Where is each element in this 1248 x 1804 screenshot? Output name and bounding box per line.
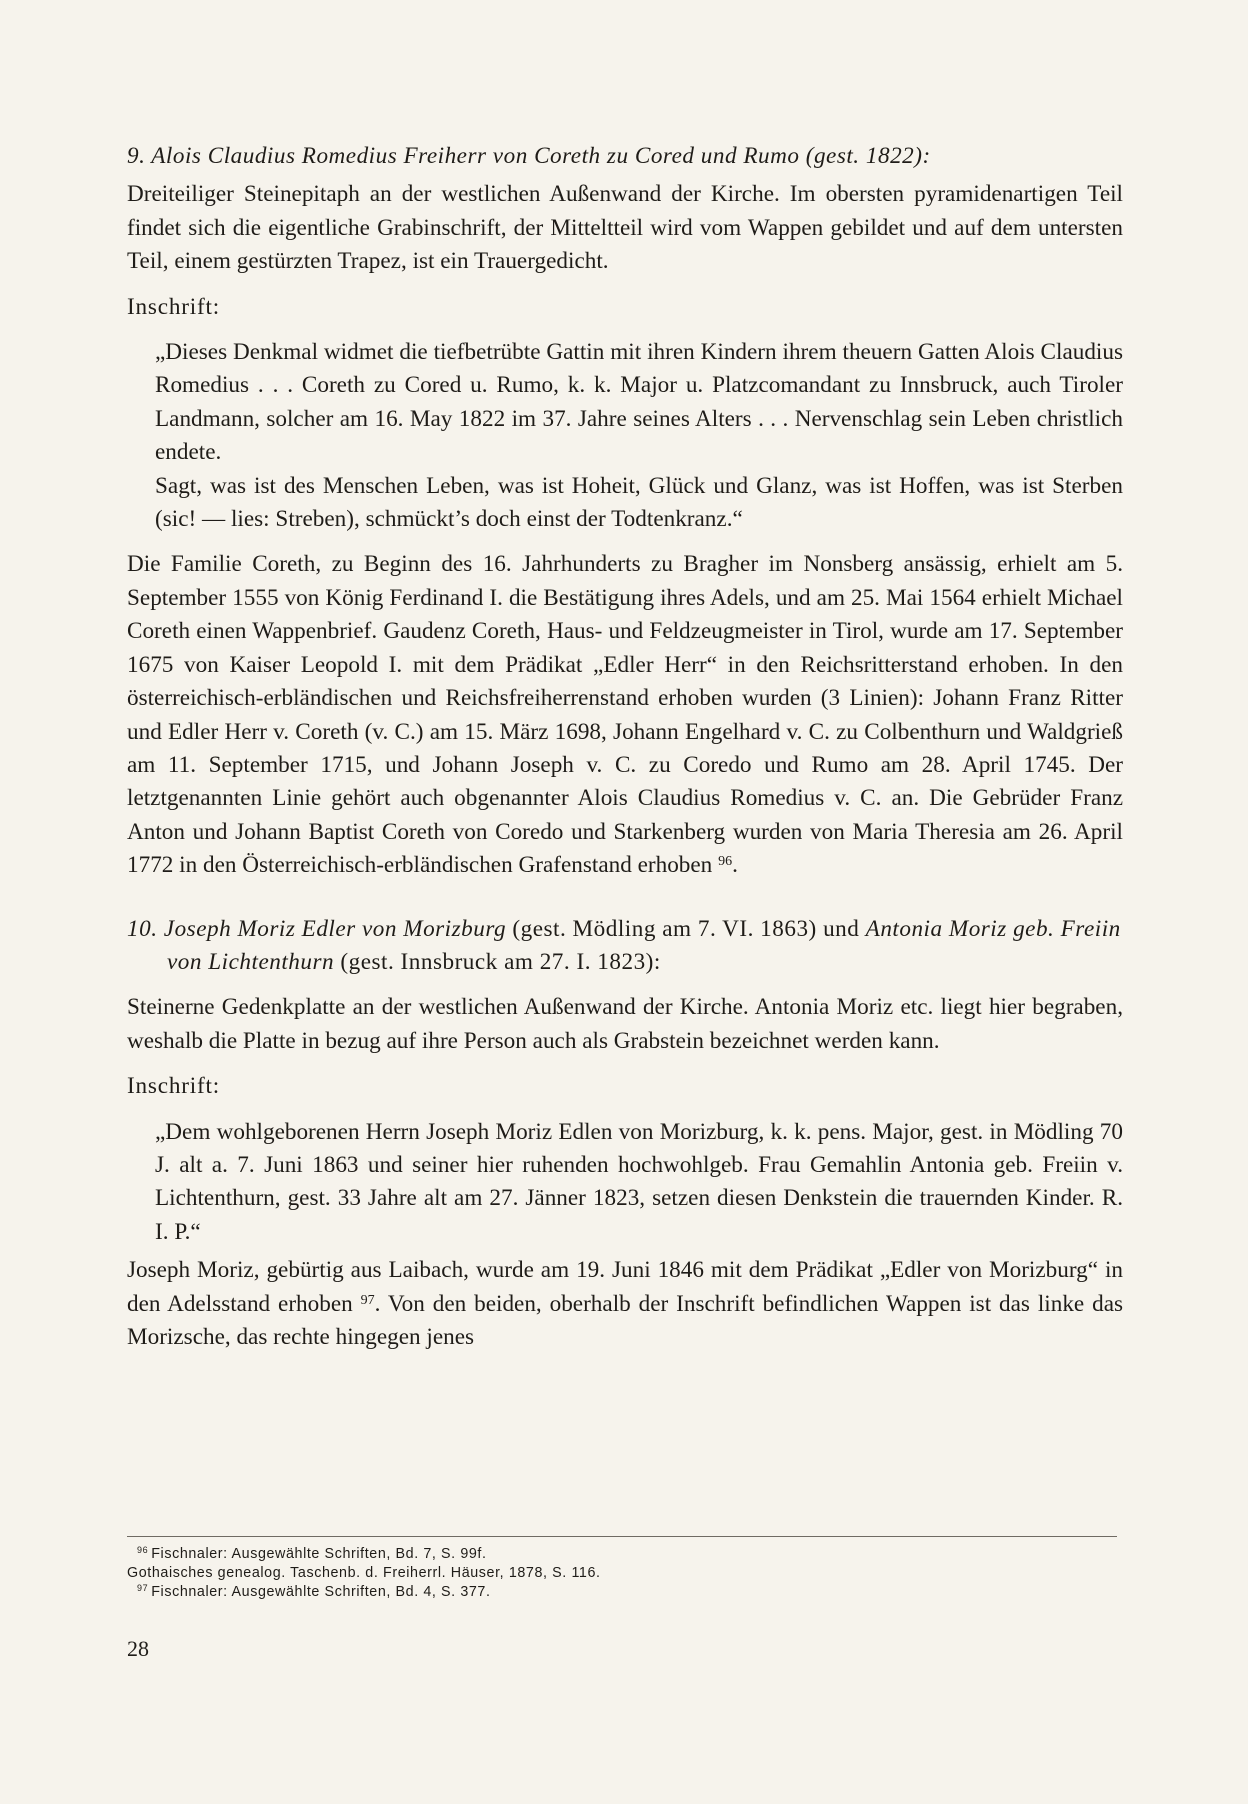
footnote	[127, 1564, 1117, 1583]
footnote-ref: 96	[718, 854, 733, 870]
footnote-text: Fischnaler: Ausgewählte Schriften, Bd. 4, S. 377.	[151, 1584, 491, 1600]
entry-description: Steinerne Gedenkplatte an der westlichen Außenwand der Kirche. Antonia Moriz etc. liegt hier begraben, weshalb die Platte in bezug auf ihre Person auch als Grabstein bezeichnet werden kann.	[127, 994, 1123, 1054]
entry-commentary	[127, 1254, 1123, 1354]
footnote-ref: 97	[360, 1292, 375, 1308]
footnotes	[127, 1545, 1117, 1602]
inscription-label: Inschrift:	[127, 1073, 220, 1100]
commentary-text: Die Familie Coreth, zu Beginn des 16. Jahrhunderts zu Bragher im Nonsberg ansässig, erhielt am 5. September 1555 von König Ferdinand I. die Bestätigung ihres Adels, und am 25. Mai 1564 erhielt Michael Coreth einen Wappenbrief. Gaudenz Coreth, Haus- und Feldzeugmeister in Tirol, wurde am 17. September 1675 von Kaiser Leopold I. mit dem Prädikat „Edler Herr“ in den Reichsritterstand erhoben. In den österreichisch-erbländischen und Reichsfreiherrenstand erhoben wurden (3 Linien): Johann Franz Ritter und Edler Herr v. Coreth (v. C.) am 15. März 1698, Johann Engelhard v. C. zu Colbenthurn und Waldgrieß am 11. September 1715, und Johann Joseph v. C. zu Coredo und Rumo am 28. April 1745. Der letztgenannten Linie gehört auch obgenannter Alois Claudius Romedius v. C. an. Die Gebrüder Franz Anton und Johann Baptist Coreth von Coredo und Starkenberg wurden von Maria Theresia am 26. April 1772 in den Österreichisch-erbländischen Grafenstand erhoben	[127, 551, 1123, 879]
entry-description: Dreiteiliger Steinepitaph an der westlichen Außenwand der Kirche. Im obersten pyramidenartigen Teil findet sich die eigentliche Grabinschrift, der Mitteltteil wird vom Wappen gebildet und auf dem untersten Teil, einem gestürzten Trapez, ist ein Trauergedicht.	[127, 181, 1123, 275]
entry-commentary	[127, 548, 1123, 882]
footnote-divider	[127, 1536, 1117, 1537]
commentary-end: .	[732, 852, 738, 879]
footnote-number: 97	[137, 1583, 149, 1593]
entry-name: Joseph Moriz Edler von Morizburg	[163, 915, 507, 942]
footnote	[127, 1583, 1117, 1602]
inscription-block	[127, 1116, 1123, 1250]
footnote-text: Gothaisches genealog. Taschenb. d. Freiherrl. Häuser, 1878, S. 116.	[127, 1565, 601, 1581]
entry-number: 10.	[127, 915, 158, 942]
inscription-label: Inschrift:	[127, 293, 220, 320]
page-number: 28	[127, 1636, 149, 1661]
inscription-text: „Dem wohlgeborenen Herrn Joseph Moriz Edlen von Morizburg, k. k. pens. Major, gest. in Mödling 70 J. alt a. 7. Juni 1863 und seiner hier ruhenden hochwohlgeb. Frau Gemahlin Antonia geb. Freiin v. Lichtenthurn, gest. 33 Jahre alt am 27. Jänner 1823, setzen diesen Denkstein die trauernden Kinder. R. I. P.“	[155, 1118, 1123, 1245]
entry-dates: (gest. Mödling am 7. VI. 1863) und	[506, 915, 866, 942]
footnote	[127, 1545, 1117, 1564]
entry-name: Antonia Moriz geb. Freiin von Lichtenthurn	[167, 915, 1121, 975]
commentary-text: . Von den beiden, oberhalb der Inschrift befindlichen Wappen ist das linke das Morizsche, das rechte hingegen jenes	[127, 1290, 1124, 1350]
inscription-block	[127, 336, 1123, 536]
page-body	[127, 140, 1123, 1354]
commentary-text: Joseph Moriz, gebürtig aus Laibach, wurde am 19. Juni 1846 mit dem Prädikat „Edler von Morizburg“ in den Adelsstand erhoben	[127, 1257, 1123, 1317]
inscription-poem: Sagt, was ist des Menschen Leben, was ist Hoheit, Glück und Glanz, was ist Hoffen, was ist Sterben (sic! — lies: Streben), schmückt’s doch einst der Todtenkranz.“	[155, 472, 1123, 533]
entry-dates: (gest. Innsbruck am 27. I. 1823):	[334, 948, 661, 975]
footnote-text: Fischnaler: Ausgewählte Schriften, Bd. 7, S. 99f.	[151, 1546, 487, 1562]
entry-heading	[127, 913, 1123, 980]
inscription-text: „Dieses Denkmal widmet die tiefbetrübte Gattin mit ihren Kindern ihrem theuern Gatten Alois Claudius Romedius . . . Coreth zu Cored u. Rumo, k. k. Major u. Platzcomandant zu Innsbruck, auch Tiroler Landmann, solcher am 16. May 1822 im 37. Jahre seines Alters . . . Nervenschlag sein Leben christlich endete.	[155, 339, 1123, 466]
footnote-number: 96	[137, 1545, 149, 1555]
entry-heading: 9. Alois Claudius Romedius Freiherr von Coreth zu Cored und Rumo (gest. 1822):	[127, 143, 931, 169]
